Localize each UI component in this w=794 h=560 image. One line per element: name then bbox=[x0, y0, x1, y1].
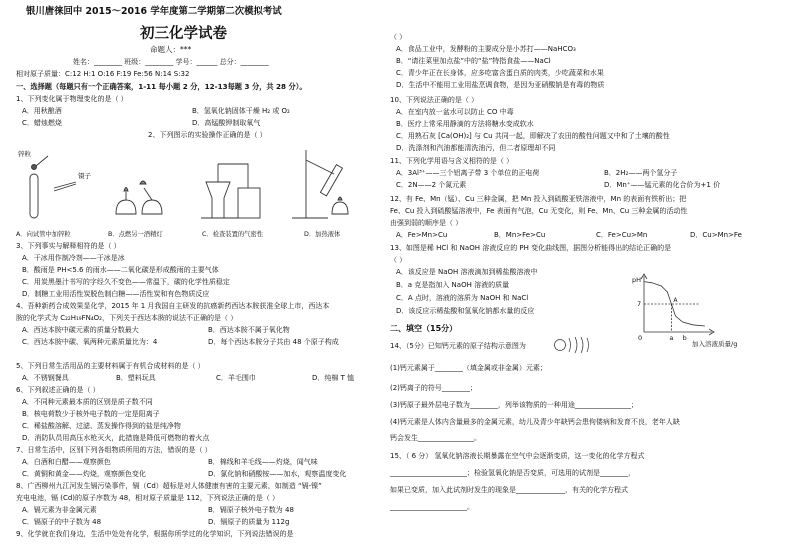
q2-apparatus-figure bbox=[16, 142, 382, 228]
q8-option-c: C．镉原子的中子数为 48 bbox=[22, 518, 102, 526]
ph-zero-tick: 0 bbox=[638, 334, 643, 342]
q2-label-tweezers: 镊子 bbox=[78, 172, 91, 180]
heating-apparatus-icon bbox=[292, 150, 348, 218]
q6-option-b: B．核电荷数少于核外电子数的一定是阳离子 bbox=[22, 410, 160, 418]
q12-option-c: C．Fe>Cu>Mn bbox=[596, 231, 648, 239]
q15-line-3: 如果已变质，加入此试剂时发生的现象是______________，有关的化学方程式 bbox=[390, 486, 628, 494]
q7-stem: 7、日常生活中，区别下列各组物质所用的方法，错误的是（ ） bbox=[16, 446, 212, 454]
q13-stem-1: 13、如图是稀 HCl 和 NaOH 溶液反应的 PH 变化曲线图，据图分析能得出的结论正确的是 bbox=[390, 244, 672, 252]
q13-option-d: D．该反应示稀盐酸和氢氧化钠都水量的反应 bbox=[396, 307, 535, 315]
q8-option-a: A．镉元素为非金属元素 bbox=[22, 506, 97, 514]
student-info-line: 姓名：________ 班级：________ 学号：______ 总分：________ bbox=[73, 58, 269, 66]
q13-stem-2: （ ） bbox=[390, 256, 407, 264]
gas-apparatus-icon bbox=[201, 164, 260, 218]
q15-line-2: ______________________；检验氢氧化钠是否变质，可选用的试剂是________， bbox=[390, 469, 635, 477]
q14-part-5: 钙会发生________________。 bbox=[390, 434, 481, 442]
q5-stem: 5、下列日常生活用品的主要材料属于有机合成材料的是（ ） bbox=[16, 362, 205, 370]
q4-stem-2: 胺的化学式为 C₂₂H₁₉FN₄O₂，下列关于西达本胺的说法不正确的是（ ） bbox=[16, 314, 238, 322]
q2-option-c: C．检查装置的气密性 bbox=[202, 231, 264, 238]
section-2-title: 二、填空（15分） bbox=[390, 324, 458, 333]
q2-option-d: D．加热液体 bbox=[304, 231, 341, 238]
q11-option-d: D．Mn⁺——锰元素的化合价为+1 价 bbox=[604, 181, 721, 189]
q9-option-d: D．生活中不能用工业用盐烹调食物，是因为亚硝酸钠是有毒的物质 bbox=[396, 81, 605, 89]
q4-stem-1: 4、吾种新药合成效果显化学，2015 年 1 月我国自主研发的抗癌新药西达本胺获准全球上市，西达本 bbox=[16, 302, 330, 310]
author-line: 命题人：*** bbox=[150, 45, 192, 54]
paper-title: 初三化学试卷 bbox=[140, 26, 227, 42]
q3-option-a: A．干冰用作制冷剂——干冰是冰 bbox=[22, 254, 125, 262]
q2-label-zinc: 锌粒 bbox=[18, 150, 31, 158]
section-1-title: 一、选择题（每题只有一个正确答案，1-11 每小题 2 分，12-13每题 3 分，共 28 分）。 bbox=[16, 82, 307, 91]
q14-part-3: (3)钙原子最外层电子数为________，列举该物质的一种用途________________； bbox=[390, 401, 638, 409]
q12-option-d: D．Cu>Mn>Fe bbox=[690, 231, 742, 239]
ph-b-tick: b bbox=[682, 334, 687, 342]
q15-line-1: 15、（ 6 分） 氢氧化钠溶液长期暴露在空气中会逐渐变质，这一变化的化学方程式 bbox=[390, 452, 645, 460]
q9-option-a: A．食品工业中，发酵粉的主要成分是小苏打——NaHCO₃ bbox=[396, 45, 576, 53]
q2-option-b: B．点燃另一酒精灯 bbox=[108, 231, 163, 238]
q5-option-a: A．不锈钢餐具 bbox=[22, 374, 69, 382]
q2-option-a: A．向试管中加锌粒 bbox=[16, 231, 71, 238]
ph-a-tick: a bbox=[669, 334, 674, 342]
q11-option-b: B．2H₂——两个氢分子 bbox=[604, 169, 678, 177]
q7-option-b: B．棉线和羊毛线——灼烧，闻气味 bbox=[208, 458, 318, 466]
q12-stem-3: 由强到弱的顺序是（ ） bbox=[390, 219, 463, 227]
q13-option-a: A．该反应是 NaOH 溶液滴加到稀盐酸溶液中 bbox=[396, 268, 538, 276]
q4-option-c: C．西达本胺中碳、氧两种元素质量比为：4 bbox=[22, 338, 158, 346]
q7-option-a: A．白酒和白醋——观察颜色 bbox=[22, 458, 111, 466]
q1-option-c: C．蜡烛燃烧 bbox=[22, 119, 62, 127]
school-title: 银川唐徕回中 2015～2016 学年度第二学期第二次模拟考试 bbox=[26, 6, 282, 17]
q9-stem: 9、化学就在我们身边，生活中处处有化学，根据你所学过的化学知识，下列说法错误的是 bbox=[16, 530, 294, 538]
q14-intro: 14、（5分）已知钙元素的原子结构示意图为 bbox=[390, 342, 526, 350]
q7-option-d: D．氯化钠和硝酸铵——加水，观察温度变化 bbox=[208, 470, 347, 478]
q13-option-b: B．a 克是指加入 NaOH 溶液的质量 bbox=[396, 281, 510, 289]
calcium-atom-diagram bbox=[552, 334, 592, 356]
q9-paren: （ ） bbox=[390, 33, 407, 41]
q3-option-d: D．制糖工业用活性炭脱色制白糖——活性炭和有色物质反应 bbox=[22, 290, 210, 298]
nucleus-icon bbox=[555, 340, 566, 351]
q6-option-d: D．消防队员用高压水枪灭火，此措施是降低可燃物的着火点 bbox=[22, 434, 210, 442]
q10-option-b: B．医疗上常采用静滴的方法将糖水变成软水 bbox=[396, 120, 534, 128]
q11-option-c: C．2N——2 个氮元素 bbox=[396, 181, 467, 189]
q3-stem: 3、下列事实与解释相符的是（ ） bbox=[16, 242, 121, 250]
q14-part-4: (4)钙元素是人体内含量最多的金属元素，幼儿及青少年缺钙会患佝偻病和发育不良，老年人缺 bbox=[390, 418, 680, 426]
q13-option-c: C．A 点时，溶液的溶质为 NaOH 和 NaCl bbox=[396, 294, 529, 302]
q1-option-d: D．高锰酸钾制取氧气 bbox=[192, 119, 261, 127]
q10-option-a: A．在室内放一盆水可以防止 CO 中毒 bbox=[396, 108, 514, 116]
q8-option-d: D．镉原子的质量为 112g bbox=[208, 518, 290, 526]
q7-option-c: C．黄铜和黄金——灼烧，观察颜色变化 bbox=[22, 470, 146, 478]
q8-stem-2: 充电电池，镉 (Cd)的原子序数为 48，相对原子质量是 112，下列说法正确的是（ ） bbox=[16, 494, 279, 502]
q9-option-c: C．青少年正在长身体，应多吃富含蛋白质的肉类，少吃蔬菜和水果 bbox=[396, 69, 604, 77]
q11-option-a: A．3Al³⁺——三个铝离子带 3 个单位的正电荷 bbox=[396, 169, 540, 177]
q14-part-2: (2)钙离子的符号________； bbox=[390, 384, 477, 392]
q5-option-d: D．纯棉 T 恤 bbox=[312, 374, 355, 382]
test-tube-icon bbox=[30, 174, 38, 218]
q3-option-c: C．用炭黑墨汁书写的字经久不变色——常温下，碳的化学性质稳定 bbox=[22, 278, 230, 286]
ph-point-label: A bbox=[673, 297, 678, 304]
q12-option-b: B．Mn>Fe>Cu bbox=[494, 231, 546, 239]
ph-y-label: pH bbox=[632, 276, 642, 284]
q8-stem-1: 8、广西柳州九江河发生镉污染事件，镉（Cd）超标是对人体健康有害的主要元素，如制造 “镉-镍” bbox=[16, 482, 322, 490]
zinc-particle-icon bbox=[32, 165, 37, 170]
alcohol-lamp-icon bbox=[116, 181, 162, 214]
q1-option-b: B．氢氧化钠固体干燥 H₂ 或 O₂ bbox=[192, 107, 290, 115]
q3-option-b: B．酸雨是 PH<5.6 的雨水——二氧化碳是形成酸雨的主要气体 bbox=[22, 266, 219, 274]
q8-option-b: B．镉原子核外电子数为 48 bbox=[208, 506, 294, 514]
ph-curve-graph bbox=[630, 270, 782, 348]
q12-stem-2: Fe、Cu 投入到硫酸锰溶液中，Fe 表面有气泡，Cu 无变化，则 Fe、Mn、Cu 三种金属的活动性 bbox=[390, 207, 688, 215]
q4-option-a: A．西达本胺中碳元素的质量分数最大 bbox=[22, 326, 139, 334]
q12-option-a: A．Fe>Mn>Cu bbox=[396, 231, 448, 239]
q5-option-b: B．塑料玩具 bbox=[116, 374, 156, 382]
ph-x-label: 加入溶液质量/g bbox=[692, 340, 738, 348]
q10-stem: 10、下列说法正确的是（ ） bbox=[390, 96, 479, 104]
q9-option-b: B．“请往菜里加点盐”中的“盐”特指食盐——NaCl bbox=[396, 57, 551, 65]
q4-option-d: D．每个西达本胺分子共由 48 个原子构成 bbox=[208, 338, 339, 346]
q1-stem: 1、下列变化属于物理变化的是（ ） bbox=[16, 95, 128, 103]
q6-option-a: A．不同种元素最本质的区别是质子数不同 bbox=[22, 398, 153, 406]
q2-stem: 2、下列图示的实验操作正确的是（ ） bbox=[148, 131, 267, 139]
atomic-masses: 相对原子质量：C:12 H:1 O:16 F:19 Fe:56 N:14 S:32 bbox=[16, 70, 190, 78]
q15-line-4: ______________________。 bbox=[390, 503, 474, 511]
q11-stem: 11、下列化学用语与含义相符的是（ ） bbox=[390, 157, 514, 165]
q12-stem-1: 12、有 Fe、Mn（锰）、Cu 三种金属，把 Mn 投入到硫酸亚铁溶液中，Mn 的表面有铁析出；把 bbox=[390, 195, 687, 203]
q14-part-1: (1)钙元素属于________（填金属或非金属）元素； bbox=[390, 364, 547, 372]
q4-option-b: B．西达本胺不属于氧化物 bbox=[208, 326, 290, 334]
ph-seven-tick: 7 bbox=[637, 300, 642, 308]
q10-option-c: C．用熟石灰 [Ca(OH)₂] 与 Cu 共同一起，即解决了农田的酸性问题又中和了土壤的酸性 bbox=[396, 132, 670, 140]
q6-option-c: C．稀盐酸溶解、过滤、蒸发操作得到的盐是纯净物 bbox=[22, 422, 181, 430]
q10-option-d: D．洗涤剂和汽油都能清洗油污，但二者原理却不同 bbox=[396, 144, 556, 152]
q6-stem: 6、下列叙述正确的是（ ） bbox=[16, 386, 100, 394]
q5-option-c: C．羊毛围巾 bbox=[216, 374, 256, 382]
q1-option-a: A．用秋酿酒 bbox=[22, 107, 62, 115]
